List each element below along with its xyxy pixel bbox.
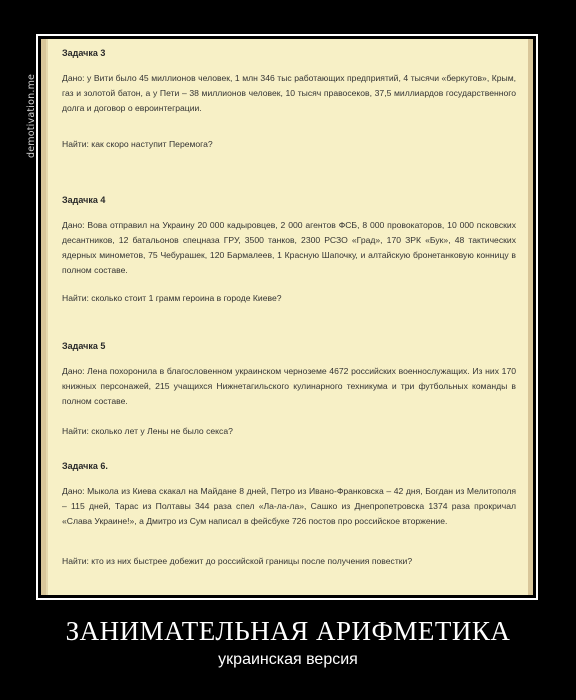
poster-frame [36, 34, 538, 600]
tasks-sheet [41, 39, 533, 595]
task-given: Дано: Лена похоронила в благословенном украинском черноземе 4672 российских военнослужащих. Из них 170 книжных персонажей, 215 учащихся Нижнетагильского кулинарного техникума и три футбольных команды в полном составе. [62, 366, 516, 406]
task-title: Задачка 3 [62, 48, 106, 58]
task-question: Найти: сколько стоит 1 грамм героина в городе Киеве? [62, 293, 282, 303]
caption-subtitle: украинская версия [218, 651, 358, 668]
site-watermark: demotivation.me [26, 73, 37, 158]
task-given: Дано: Вова отправил на Украину 20 000 кадыровцев, 2 000 агентов ФСБ, 8 000 провокаторов, 10 000 псковских десантников, 12 батальонов спецназа ГРУ, 3500 танков, 2300 РСЗО «Град», 170 ЗРК «Бук», 48 тактических ядерных минометов, 75 Чебурашек, 120 Бармалеев, 1 Красную Шапочку, и алтайскую бронетанковую конницу в полном составе. [62, 220, 516, 275]
task-question: Найти: кто из них быстрее добежит до российской границы после получения повестки? [62, 556, 413, 566]
task-4 [62, 194, 516, 306]
task-given: Дано: у Вити было 45 миллионов человек, 1 млн 346 тыс работающих предприятий, 4 тысячи «беркутов», Крым, газ и золотой батон, а у Пети – 38 миллионов человек, 10 тысяч правосеков, 37,5 миллиардов государственного долга и договор о евроинтеграции. [62, 73, 516, 113]
task-title: Задачка 4 [62, 195, 106, 205]
task-question: Найти: как скоро наступит Перемога? [62, 139, 213, 149]
task-given: Дано: Мыкола из Киева скакал на Майдане 8 дней, Петро из Ивано-Франковска – 42 дня, Богдан из Мелитополя – 115 дней, Тарас из Полтавы 344 раза спел «Ла-ла-ла», Сашко из Днепропетровска 1374 раза прокричал «Слава Украине!», а Дмитро из Сум написал в фейсбуке 726 постов про российское вторжение. [62, 486, 516, 526]
task-6 [62, 460, 516, 569]
task-question: Найти: сколько лет у Лены не было секса? [62, 426, 233, 436]
task-5 [62, 340, 516, 439]
task-title: Задачка 5 [62, 341, 106, 351]
task-title: Задачка 6. [62, 461, 108, 471]
task-3 [62, 47, 516, 152]
caption-title: ЗАНИМАТЕЛЬНАЯ АРИФМЕТИКА [65, 616, 511, 646]
